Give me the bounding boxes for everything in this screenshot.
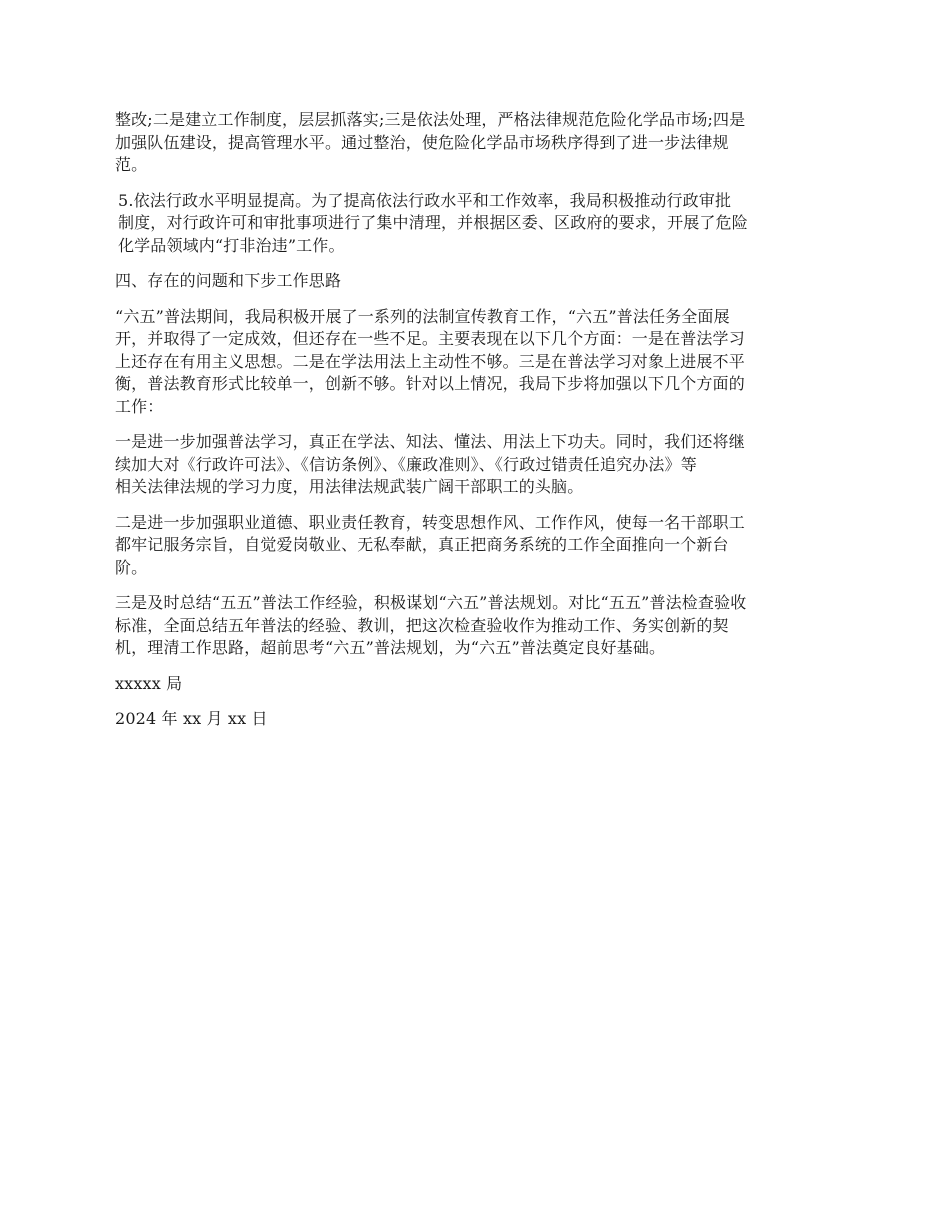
section-heading-problems: 四、存在的问题和下步工作思路 (115, 271, 342, 290)
paragraph-step-one: 一是进一步加强普法学习，真正在学法、知法、懂法、用法上下功夫。同时，我们还将继 续加大对《行政许可法》、《信访条例》、《廉政准则》、《行政过错责任追究办法》等 相关法律法规的学习力度，用法律法规武装广阔干部职工的头脑。 (115, 432, 745, 496)
signature-date: 2024 年 xx 月 xx 日 (115, 709, 268, 728)
paragraph-step-two: 二是进一步加强职业道德、职业责任教育，转变思想作风、工作作风，使每一名干部职工 都牢记服务宗旨，自觉爱岗敬业、无私奉献，真正把商务系统的工作全面推向一个新台 阶。 (115, 512, 745, 577)
signature-bureau: xxxxx 局 (115, 673, 183, 693)
paragraph-step-three: 三是及时总结“五五”普法工作经验，积极谋划“六五”普法规划。对比“五五”普法检查验收 标准，全面总结五年普法的经验、教训，把这次检查验收作为推动工作、务实创新的契 机，理清工作思路，超前思考“六五”普法规划，为“六五”普法奠定良好基础。 (115, 593, 747, 657)
document-body (115, 109, 841, 744)
paragraph-shortcomings: “六五”普法期间，我局积极开展了一系列的法制宣传教育工作，“六五”普法任务全面展 开，并取得了一定成效，但还存在一些不足。主要表现在以下几个方面：一是在普法学习 上还存在有用主义思想。二是在学法用法上主动性不够。三是在普法学习对象上进展不平 衡，普法教育形式比较单一，创新不够。针对以上情况，我局下步将加强以下几个方面的 工作： (115, 306, 745, 416)
paragraph-administration-by-law: 5.依法行政水平明显提高。为了提高依法行政水平和工作效率，我局积极推动行政审批 制度，对行政许可和审批事项进行了集中清理，并根据区委、区政府的要求，开展了危险 化学品领域内“打非治违”工作。 (118, 190, 748, 255)
paragraph-rectification-continued: 整改;二是建立工作制度，层层抓落实;三是依法处理，严格法律规范危险化学品市场;四是 加强队伍建设，提高管理水平。通过整治，使危险化学品市场秩序得到了进一步法律规 范。 (115, 110, 746, 174)
